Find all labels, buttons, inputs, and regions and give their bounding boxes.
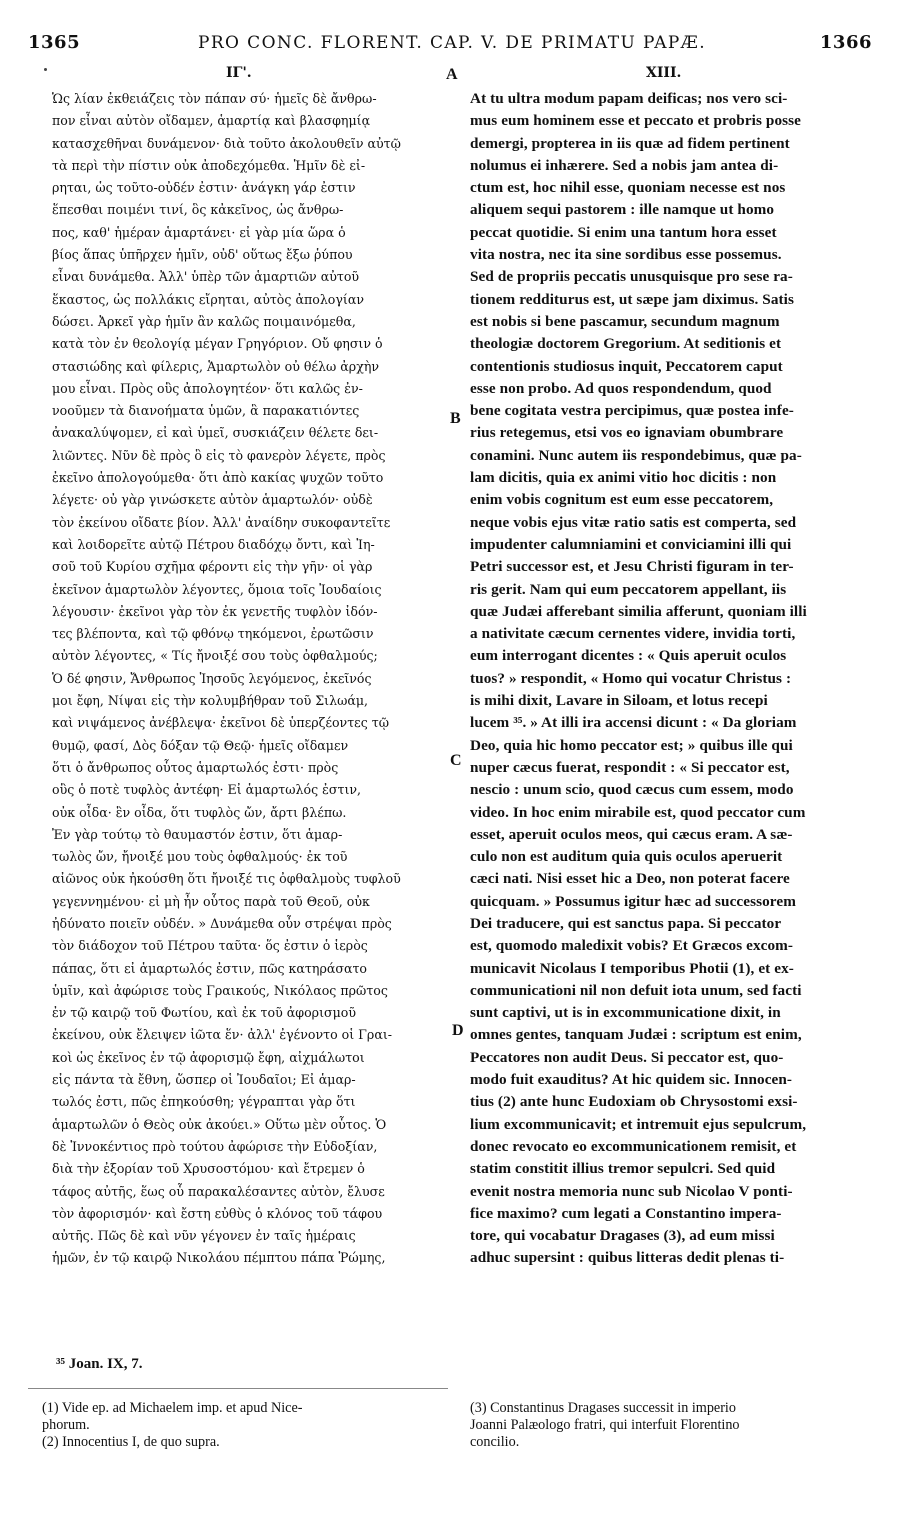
latin-text-line: demergi, propterea in iis quæ ad fidem pertinent xyxy=(470,134,790,152)
latin-text-line: adhuc supersint : quibus litteras dedit plenas ti- xyxy=(470,1249,785,1267)
latin-column xyxy=(470,88,880,1270)
greek-text-line: ἕκαστος, ὡς πολλάκις εἴρηται, αὐτὸς ἀπολογίαν xyxy=(52,291,365,307)
greek-text-line: διὰ τὴν ἐξορίαν τοῦ Χρυσοστόμου· καὶ ἔτρεμεν ὁ xyxy=(52,1161,365,1177)
latin-text-line: rius retegemus, etsi vos eo ignaviam obumbrare xyxy=(470,424,784,442)
latin-text-line: impudenter calumniamini et conviciamini illi qui xyxy=(470,535,792,553)
latin-text-line: Dei traducere, qui est sanctus papa. Si peccator xyxy=(470,914,782,932)
footnotes-right xyxy=(470,1400,890,1451)
latin-text-line: esse non probo. Ad quos respondendum, quod xyxy=(470,379,772,397)
latin-text-line: sunt captivi, ut is in excommunicatione dixit, in xyxy=(470,1004,781,1022)
margin-letter-b: B xyxy=(450,410,461,427)
greek-text-line: τὸν διάδοχον τοῦ Πέτρου ταῦτα· ὅς ἐστιν ὁ ἱερὸς xyxy=(52,938,368,954)
latin-text-line: nuper cæcus fuerat, respondit : « Si peccator est, xyxy=(470,758,790,776)
latin-text-line: video. In hoc enim mirabile est, quod peccator cum xyxy=(470,803,806,821)
latin-text-line: mus eum hominem esse et peccato et probris posse xyxy=(470,112,802,130)
latin-text-line: tore, qui vocabatur Dragases (3), ad eum missi xyxy=(470,1227,775,1245)
greek-text-line: γεγεννημένου· εἰ μὴ ἦν οὗτος παρὰ τοῦ Θεοῦ, οὐκ xyxy=(52,893,370,909)
latin-text-line: tionem redditurus est, ut sæpe jam diximus. Satis xyxy=(470,290,794,308)
greek-text-line: αἰῶνος οὐκ ἠκούσθη ὅτι ἤνοιξέ τις ὀφθαλμοὺς τυφλοῦ xyxy=(52,871,401,887)
latin-text-line: peccat quotidie. Si enim una tantum hora esset xyxy=(470,223,777,241)
scripture-footnote: ³⁵ Joan. IX, 7. xyxy=(56,1356,143,1372)
greek-text-line: ἐν τῷ καιρῷ τοῦ Φωτίου, καὶ ἐκ τοῦ ἀφορισμοῦ xyxy=(52,1005,357,1021)
greek-text-line: λιῶντες. Νῦν δὲ πρὸς ὃ εἰς τὸ φανερὸν λέγετε, πρὸς xyxy=(52,447,386,463)
greek-text-line: πος, καθ' ἡμέραν ἁμαρτάνει· εἰ γὰρ μία ὥρα ὁ xyxy=(52,224,346,240)
greek-text-line: πάπας, ὅτι εἰ ἁμαρτωλός ἐστιν, πῶς κατηράσατο xyxy=(52,960,368,976)
latin-text-line: esset, aperuit oculos meos, qui cæcus eram. A sæ- xyxy=(470,825,793,843)
greek-text-line: τωλὸς ὤν, ἤνοιξέ μου τοὺς ὀφθαλμούς· ἐκ τοῦ xyxy=(52,849,348,865)
greek-section-head: ΙΓ'. xyxy=(226,65,252,81)
greek-text-line: ἁμαρτωλῶν ὁ Θεὸς οὐκ ἀκούει.» Οὕτω μὲν οὗτος. Ὁ xyxy=(52,1116,387,1132)
latin-text-line: ctum est, hoc nihil esse, quoniam necesse est nos xyxy=(470,179,786,197)
greek-text-line: οὐκ οἶδα· ἓν οἶδα, ὅτι τυφλὸς ὤν, ἄρτι βλέπω. xyxy=(52,804,347,820)
latin-text-line: municavit Nicolaus I temporibus Photii (1), et ex- xyxy=(470,959,794,977)
greek-text-line: πον εἶναι αὐτὸν οἴδαμεν, ἁμαρτίᾳ καὶ βλασφημίᾳ xyxy=(52,113,371,129)
greek-text-line: ρηται, ὡς τοῦτο-οὐδέν ἐστιν· ἀνάγκη γάρ ἐστιν xyxy=(52,180,356,196)
greek-text-line: κατὰ τὸν ἐν θεολογίᾳ μέγαν Γρηγόριον. Οὔ φησιν ὁ xyxy=(52,336,383,352)
greek-text-line: κατασχεθῆναι δυνάμενον· διὰ τοῦτο ἀκολουθεῖν αὐτῷ xyxy=(52,135,401,151)
latin-text-line: cæci nati. Nisi esset hic a Deo, non poterat facere xyxy=(470,870,790,888)
latin-text-line: neque vobis ejus vitæ ratio satis est comperta, sed xyxy=(470,513,797,531)
latin-text-line: enim vobis cognitum est eum esse peccatorem, xyxy=(470,491,774,509)
greek-text-line: δὲ Ἰννοκέντιος πρὸ τούτου ἀφώρισε τὴν Εὐδοξίαν, xyxy=(52,1138,378,1154)
greek-text-line: ἐκείνου, οὐκ ἔλειψεν ἰῶτα ἕν· ἀλλ' ἐγένοντο οἱ Γραι- xyxy=(52,1027,393,1043)
latin-text-line: contentionis studiosus inquit, Peccatorem caput xyxy=(470,357,783,375)
margin-letter-a: A xyxy=(446,66,458,83)
greek-text-line: θυμῷ, φασί, Δὸς δόξαν τῷ Θεῷ· ἡμεῖς οἴδαμεν xyxy=(52,737,349,753)
latin-text-line: is mihi dixit, Lavare in Siloam, et lotus recepi xyxy=(470,692,768,710)
latin-text-line: est nobis si bene pascamur, secundum magnum xyxy=(470,312,780,330)
print-speck xyxy=(44,68,47,71)
latin-text-line: est, quomodo maledixit vobis? Et Græcos excom- xyxy=(470,937,794,955)
latin-text-line: ris gerit. Nam qui eum peccatorem appellant, iis xyxy=(470,580,787,598)
latin-text-line: lium excommunicavit; et intremuit ejus sepulcrum, xyxy=(470,1115,807,1133)
page-header xyxy=(0,0,912,53)
latin-text-line: lucem ³⁵. » At illi ira accensi dicunt : « Da gloriam xyxy=(470,714,797,732)
greek-text-line: βίος ἅπας ὑπῆρχεν ἡμῖν, οὐδ' οὕτως ἔξω ῥύπου xyxy=(52,247,353,263)
greek-text-line: εἶναι δυνάμεθα. Ἀλλ' ὑπὲρ τῶν ἁμαρτιῶν αὐτοῦ xyxy=(52,269,360,285)
latin-text-line: aliquem sequi pastorem : ille namque ut homo xyxy=(470,201,775,219)
greek-text-line: ἐκεῖνον ἁμαρτωλὸν λέγοντες, ὅμοια τοῖς Ἰουδαίοις xyxy=(52,581,382,597)
latin-text-line: Deo, quia hic homo peccator est; » quibus ille qui xyxy=(470,736,793,754)
footnote-line: (1) Vide ep. ad Michaelem imp. et apud Nice- xyxy=(42,1400,303,1416)
latin-text-line: communicationi nil non defuit iota unum, sed facti xyxy=(470,981,802,999)
greek-text-line: τωλός ἐστι, πῶς ἐπηκούσθη; γέγραπται γὰρ ὅτι xyxy=(52,1094,356,1110)
greek-text-line: δώσει. Ἀρκεῖ γὰρ ἡμῖν ἂν καλῶς ποιμαινόμεθα, xyxy=(52,313,356,329)
greek-text-line: ἠδύνατο ποιεῖν οὐδέν. » Δυνάμεθα οὖν στρέψαι πρὸς xyxy=(52,915,392,931)
greek-text-line: λέγετε· οὐ γὰρ γινώσκετε αὐτὸν ἁμαρτωλόν· οὐδὲ xyxy=(52,492,373,508)
greek-text-line: νοοῦμεν τὰ διανοήματα ὑμῶν, ἃ παρακατιόντες xyxy=(52,403,360,419)
latin-text-line: a nativitate cæcum cernentes videre, invidia torti, xyxy=(470,625,796,643)
latin-text-line: tius (2) ante hunc Eudoxiam ob Chrysostomi exsi- xyxy=(470,1093,798,1111)
latin-text-line: lam dicitis, quia ex animi vitio hoc dicitis : non xyxy=(470,469,777,487)
footnote-line: Joanni Palæologo fratri, qui interfuit Florentino xyxy=(470,1417,740,1433)
latin-text-line: eum interrogant dicentes : « Quis aperuit oculos xyxy=(470,647,787,665)
greek-text-line: μου εἶναι. Πρὸς οὓς ἀπολογητέον· ὅτι καλῶς ἐν- xyxy=(52,380,363,396)
greek-text-line: καὶ νιψάμενος ἀνέβλεψα· ἐκεῖνοι δὲ ὑπερζέοντες τῷ xyxy=(52,715,389,731)
latin-text-line: statim constitit illius tremor sepulcri. Sed quid xyxy=(470,1160,776,1178)
latin-text-line: fice maximo? cum legati a Constantino impera- xyxy=(470,1204,782,1222)
latin-section-head: XIII. xyxy=(646,65,682,81)
latin-text-line: donec revocato eo excommunicationem remisit, et xyxy=(470,1137,797,1155)
latin-text-line: Sed de propriis peccatis unusquisque pro sese ra- xyxy=(470,268,793,286)
latin-text-line: tuos? » respondit, « Homo qui vocatur Christus : xyxy=(470,669,792,687)
margin-letter-c: C xyxy=(450,752,462,769)
greek-text-line: οὓς ὁ ποτὲ τυφλὸς ἀντέφη· Εἰ ἁμαρτωλός ἐστιν, xyxy=(52,782,362,798)
footnote-line: (2) Innocentius I, de quo supra. xyxy=(42,1434,220,1450)
latin-text-line: nolumus ei inhærere. Sed a nobis jam antea di- xyxy=(470,156,779,174)
greek-text-line: αὐτῆς. Πῶς δὲ καὶ νῦν γέγονεν ἐν ταῖς ἡμέραις xyxy=(52,1228,356,1244)
greek-text-line: ἕπεσθαι ποιμένι τινί, ὃς κἀκεῖνος, ὡς ἄνθρω- xyxy=(52,202,344,218)
greek-text-line: τὸν ἀφορισμόν· καὶ ἔστη εὐθὺς ὁ κλόνος τοῦ τάφου xyxy=(52,1205,383,1221)
greek-text-line: ὅτι ὁ ἄνθρωπος οὗτος ἁμαρτωλός ἐστι· πρὸς xyxy=(52,759,339,775)
latin-text-line: theologiæ doctorem Gregorium. At seditionis et xyxy=(470,335,782,353)
latin-text-line: quicquam. » Possumus igitur hæc ad successorem xyxy=(470,892,796,910)
greek-text-line: κοὶ ὡς ἐκεῖνος ἐν τῷ ἀφορισμῷ ἔφη, αἰχμάλωτοι xyxy=(52,1049,365,1065)
page-number-left: 1365 xyxy=(28,32,81,53)
greek-text-line: αὐτὸν λέγοντες, « Τίς ἤνοιξέ σου τοὺς ὀφθαλμούς; xyxy=(52,648,378,664)
greek-text-line: εἰς πάντα τὰ ἔθνη, ὥσπερ οἱ Ἰουδαῖοι; Εἰ ἁμαρ- xyxy=(52,1072,356,1088)
latin-text-line: At tu ultra modum papam deificas; nos vero sci- xyxy=(470,90,788,107)
latin-text-line: bene cogitata vestra percipimus, quæ postea infe- xyxy=(470,402,794,420)
greek-text-line: τὰ περὶ τὴν πίστιν οὐκ ἀποδεχόμεθα. Ἡμῖν δὲ εἰ- xyxy=(52,157,366,173)
greek-text-line: ἀνακαλύψομεν, εἰ καὶ ὑμεῖ, συσκιάζειν θέλετε δει- xyxy=(52,425,379,441)
latin-text-line: Petri successor est, et Jesu Christi figuram in ter- xyxy=(470,558,794,576)
greek-text-line: τες βλέποντα, καὶ τῷ φθόνῳ τηκόμενοι, ἐρωτῶσιν xyxy=(52,626,374,642)
latin-text-line: nescio : unum scio, quod cæcus cum essem, modo xyxy=(470,781,794,799)
greek-text-line: τὸν ἐκείνου οἴδατε βίον. Ἀλλ' ἀναίδην συκοφαντεῖτε xyxy=(52,514,391,530)
greek-text-line: ὑμῖν, καὶ ἀφώρισε τοὺς Γραικούς, Νικόλαος πρῶτος xyxy=(52,982,388,998)
footnote-line: phorum. xyxy=(42,1417,90,1433)
footnote-line: concilio. xyxy=(470,1434,520,1450)
greek-text-line: Ὁ δέ φησιν, Ἄνθρωπος Ἰησοῦς λεγόμενος, ἐκεῖνός xyxy=(52,670,372,686)
greek-text-line: σοῦ τοῦ Κυρίου σχῆμα φέροντι εἰς τὴν γῆν· οἱ γὰρ xyxy=(52,559,373,575)
page-number-right: 1366 xyxy=(819,32,872,53)
running-title: PRO CONC. FLORENT. CAP. V. DE PRIMATU PAPÆ. xyxy=(198,33,706,53)
latin-text-line: culo non est auditum quia quis oculos aperuerit xyxy=(470,848,783,866)
latin-text-line: conamini. Nunc autem iis respondebimus, quæ pa- xyxy=(470,446,802,464)
margin-letter-d: D xyxy=(452,1022,464,1039)
footnotes-left xyxy=(42,1400,452,1451)
greek-text-line: στασιώδης καὶ φίλερις, Ἁμαρτωλὸν οὐ θέλω ἀρχὴν xyxy=(52,358,380,374)
greek-text-line: Ὡς λίαν ἐκθειάζεις τὸν πάπαν σύ· ἡμεῖς δὲ ἄνθρω- xyxy=(52,91,377,106)
greek-column xyxy=(52,88,448,1270)
greek-text-line: μοι ἔφη, Νίψαι εἰς τὴν κολυμβήθραν τοῦ Σιλωάμ, xyxy=(52,693,369,709)
greek-text-line: ἐκεῖνο ἀπολογούμεθα· ὅτι ἀπὸ κακίας ψυχῶν τοῦτο xyxy=(52,470,384,486)
footnote-line: (3) Constantinus Dragases successit in imperio xyxy=(470,1400,736,1416)
latin-text-line: evenit nostra memoria nunc sub Nicolao V ponti- xyxy=(470,1182,793,1200)
footnote-rule xyxy=(28,1388,448,1389)
greek-text-line: λέγουσιν· ἐκεῖνοι γὰρ τὸν ἐκ γενετῆς τυφλὸν ἰδόν- xyxy=(52,603,378,619)
latin-text-line: quæ Judæi afferebant similia afferunt, quoniam illi xyxy=(470,602,807,620)
greek-text-line: Ἐν γὰρ τούτῳ τὸ θαυμαστόν ἐστιν, ὅτι ἁμαρ- xyxy=(52,826,343,842)
greek-text-line: καὶ λοιδορεῖτε αὐτῷ Πέτρου διαδόχῳ ὄντι, καὶ Ἰη- xyxy=(52,536,375,552)
greek-text-line: ἡμῶν, ἐν τῷ καιρῷ Νικολάου πέμπτου πάπα Ῥώμης, xyxy=(52,1250,386,1266)
latin-text-line: Peccatores non audit Deus. Si peccator est, quo- xyxy=(470,1048,784,1066)
greek-text-line: τάφος αὐτῆς, ἕως οὗ παρακαλέσαντες αὐτὸν, ἔλυσε xyxy=(52,1183,385,1199)
latin-text-line: omnes gentes, tanquam Judæi : scriptum est enim, xyxy=(470,1026,802,1044)
latin-text-line: modo fuit exauditus? At hic quidem sic. Innocen- xyxy=(470,1071,793,1089)
latin-text-line: vita nostra, nec ita sine sordibus esse possemus. xyxy=(470,246,782,264)
